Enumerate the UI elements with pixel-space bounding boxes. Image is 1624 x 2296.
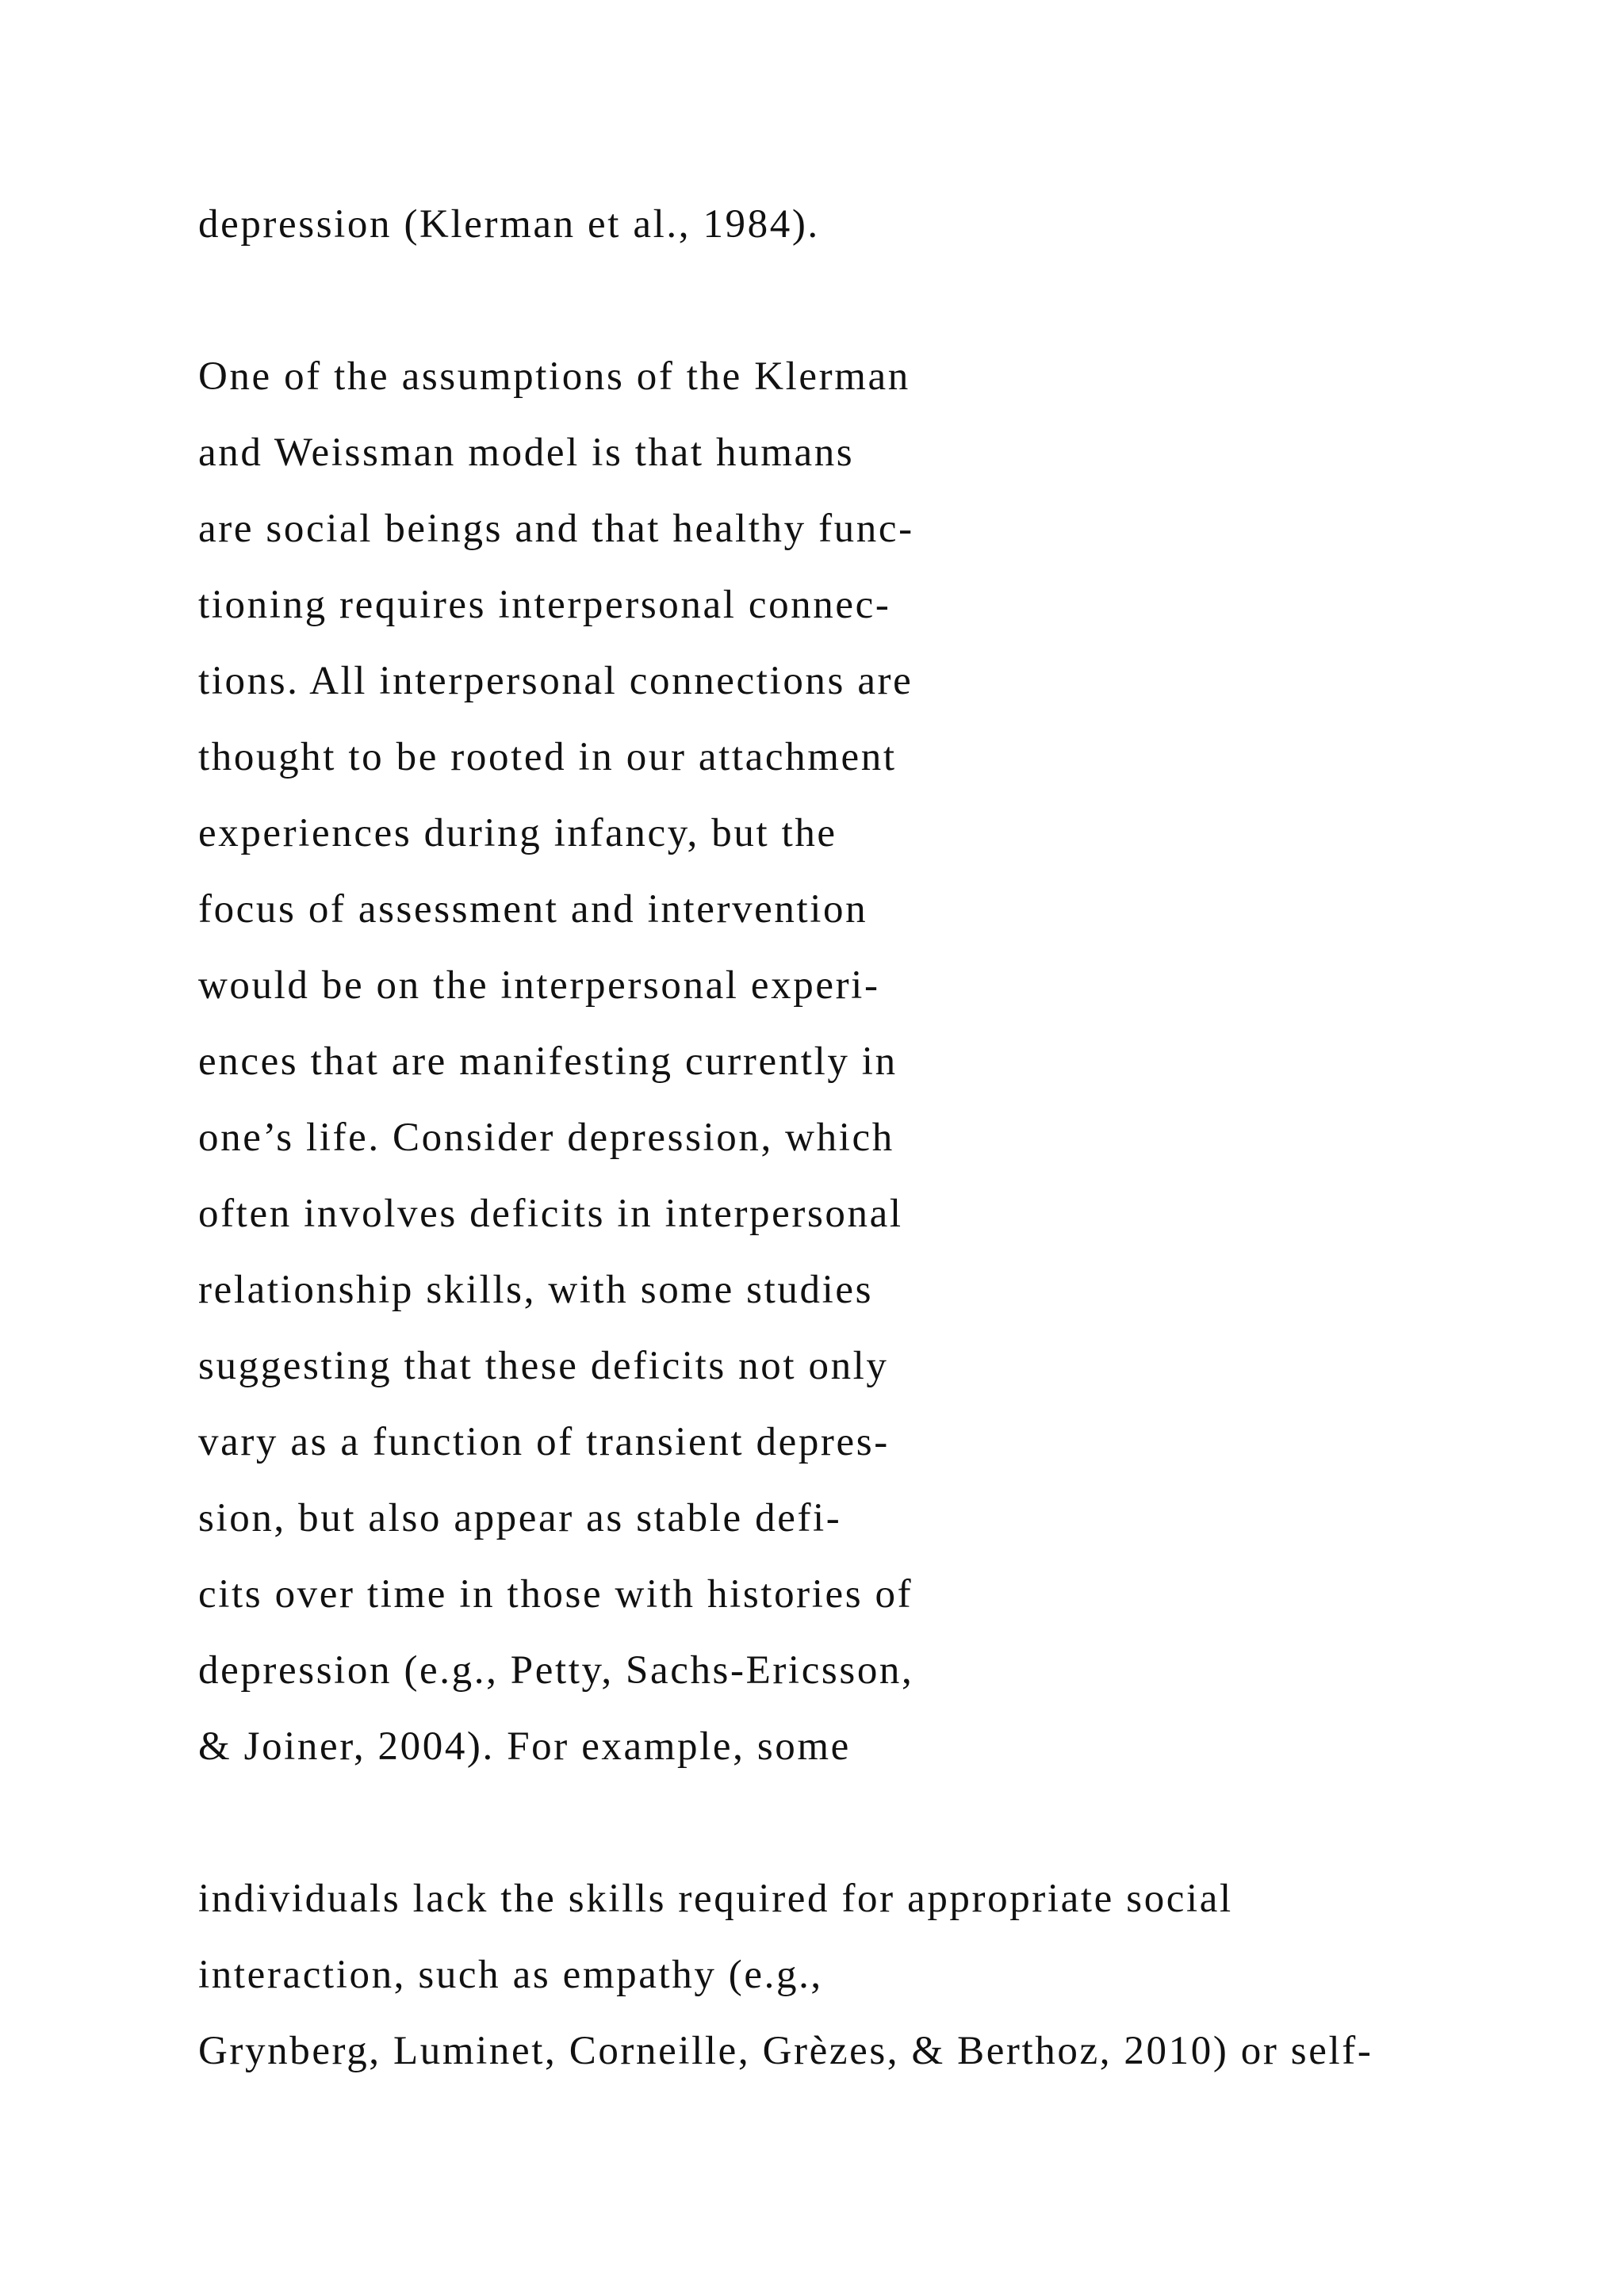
text-line: thought to be rooted in our attachment	[198, 735, 897, 779]
text-line: tioning requires interpersonal connec-	[198, 583, 891, 627]
text-line: often involves deficits in interpersonal	[198, 1192, 903, 1236]
text-line: cits over time in those with histories of	[198, 1572, 914, 1617]
text-line: individuals lack the skills required for appropriate social	[198, 1877, 1233, 1921]
text-line: would be on the interpersonal experi-	[198, 963, 880, 1008]
text-line: One of the assumptions of the Klerman	[198, 354, 910, 399]
text-line: suggesting that these deficits not only	[198, 1344, 889, 1388]
text-line: ences that are manifesting currently in	[198, 1039, 898, 1084]
text-line: interaction, such as empathy (e.g.,	[198, 1953, 823, 1997]
text-line: focus of assessment and intervention	[198, 887, 868, 932]
text-line: & Joiner, 2004). For example, some	[198, 1724, 851, 1769]
text-line: sion, but also appear as stable defi-	[198, 1496, 842, 1540]
text-line: one’s life. Consider depression, which	[198, 1115, 894, 1160]
text-line: depression (e.g., Petty, Sachs-Ericsson,	[198, 1648, 914, 1693]
text-line: depression (Klerman et al., 1984).	[198, 202, 820, 247]
text-line: and Weissman model is that humans	[198, 430, 855, 475]
text-line: tions. All interpersonal connections are	[198, 659, 914, 703]
text-line: are social beings and that healthy func-	[198, 507, 914, 551]
text-line: relationship skills, with some studies	[198, 1268, 874, 1312]
text-line: experiences during infancy, but the	[198, 811, 837, 855]
text-line: Grynberg, Luminet, Corneille, Grèzes, & Berthoz, 2010) or self-	[198, 2029, 1373, 2073]
text-line: vary as a function of transient depres-	[198, 1420, 890, 1464]
